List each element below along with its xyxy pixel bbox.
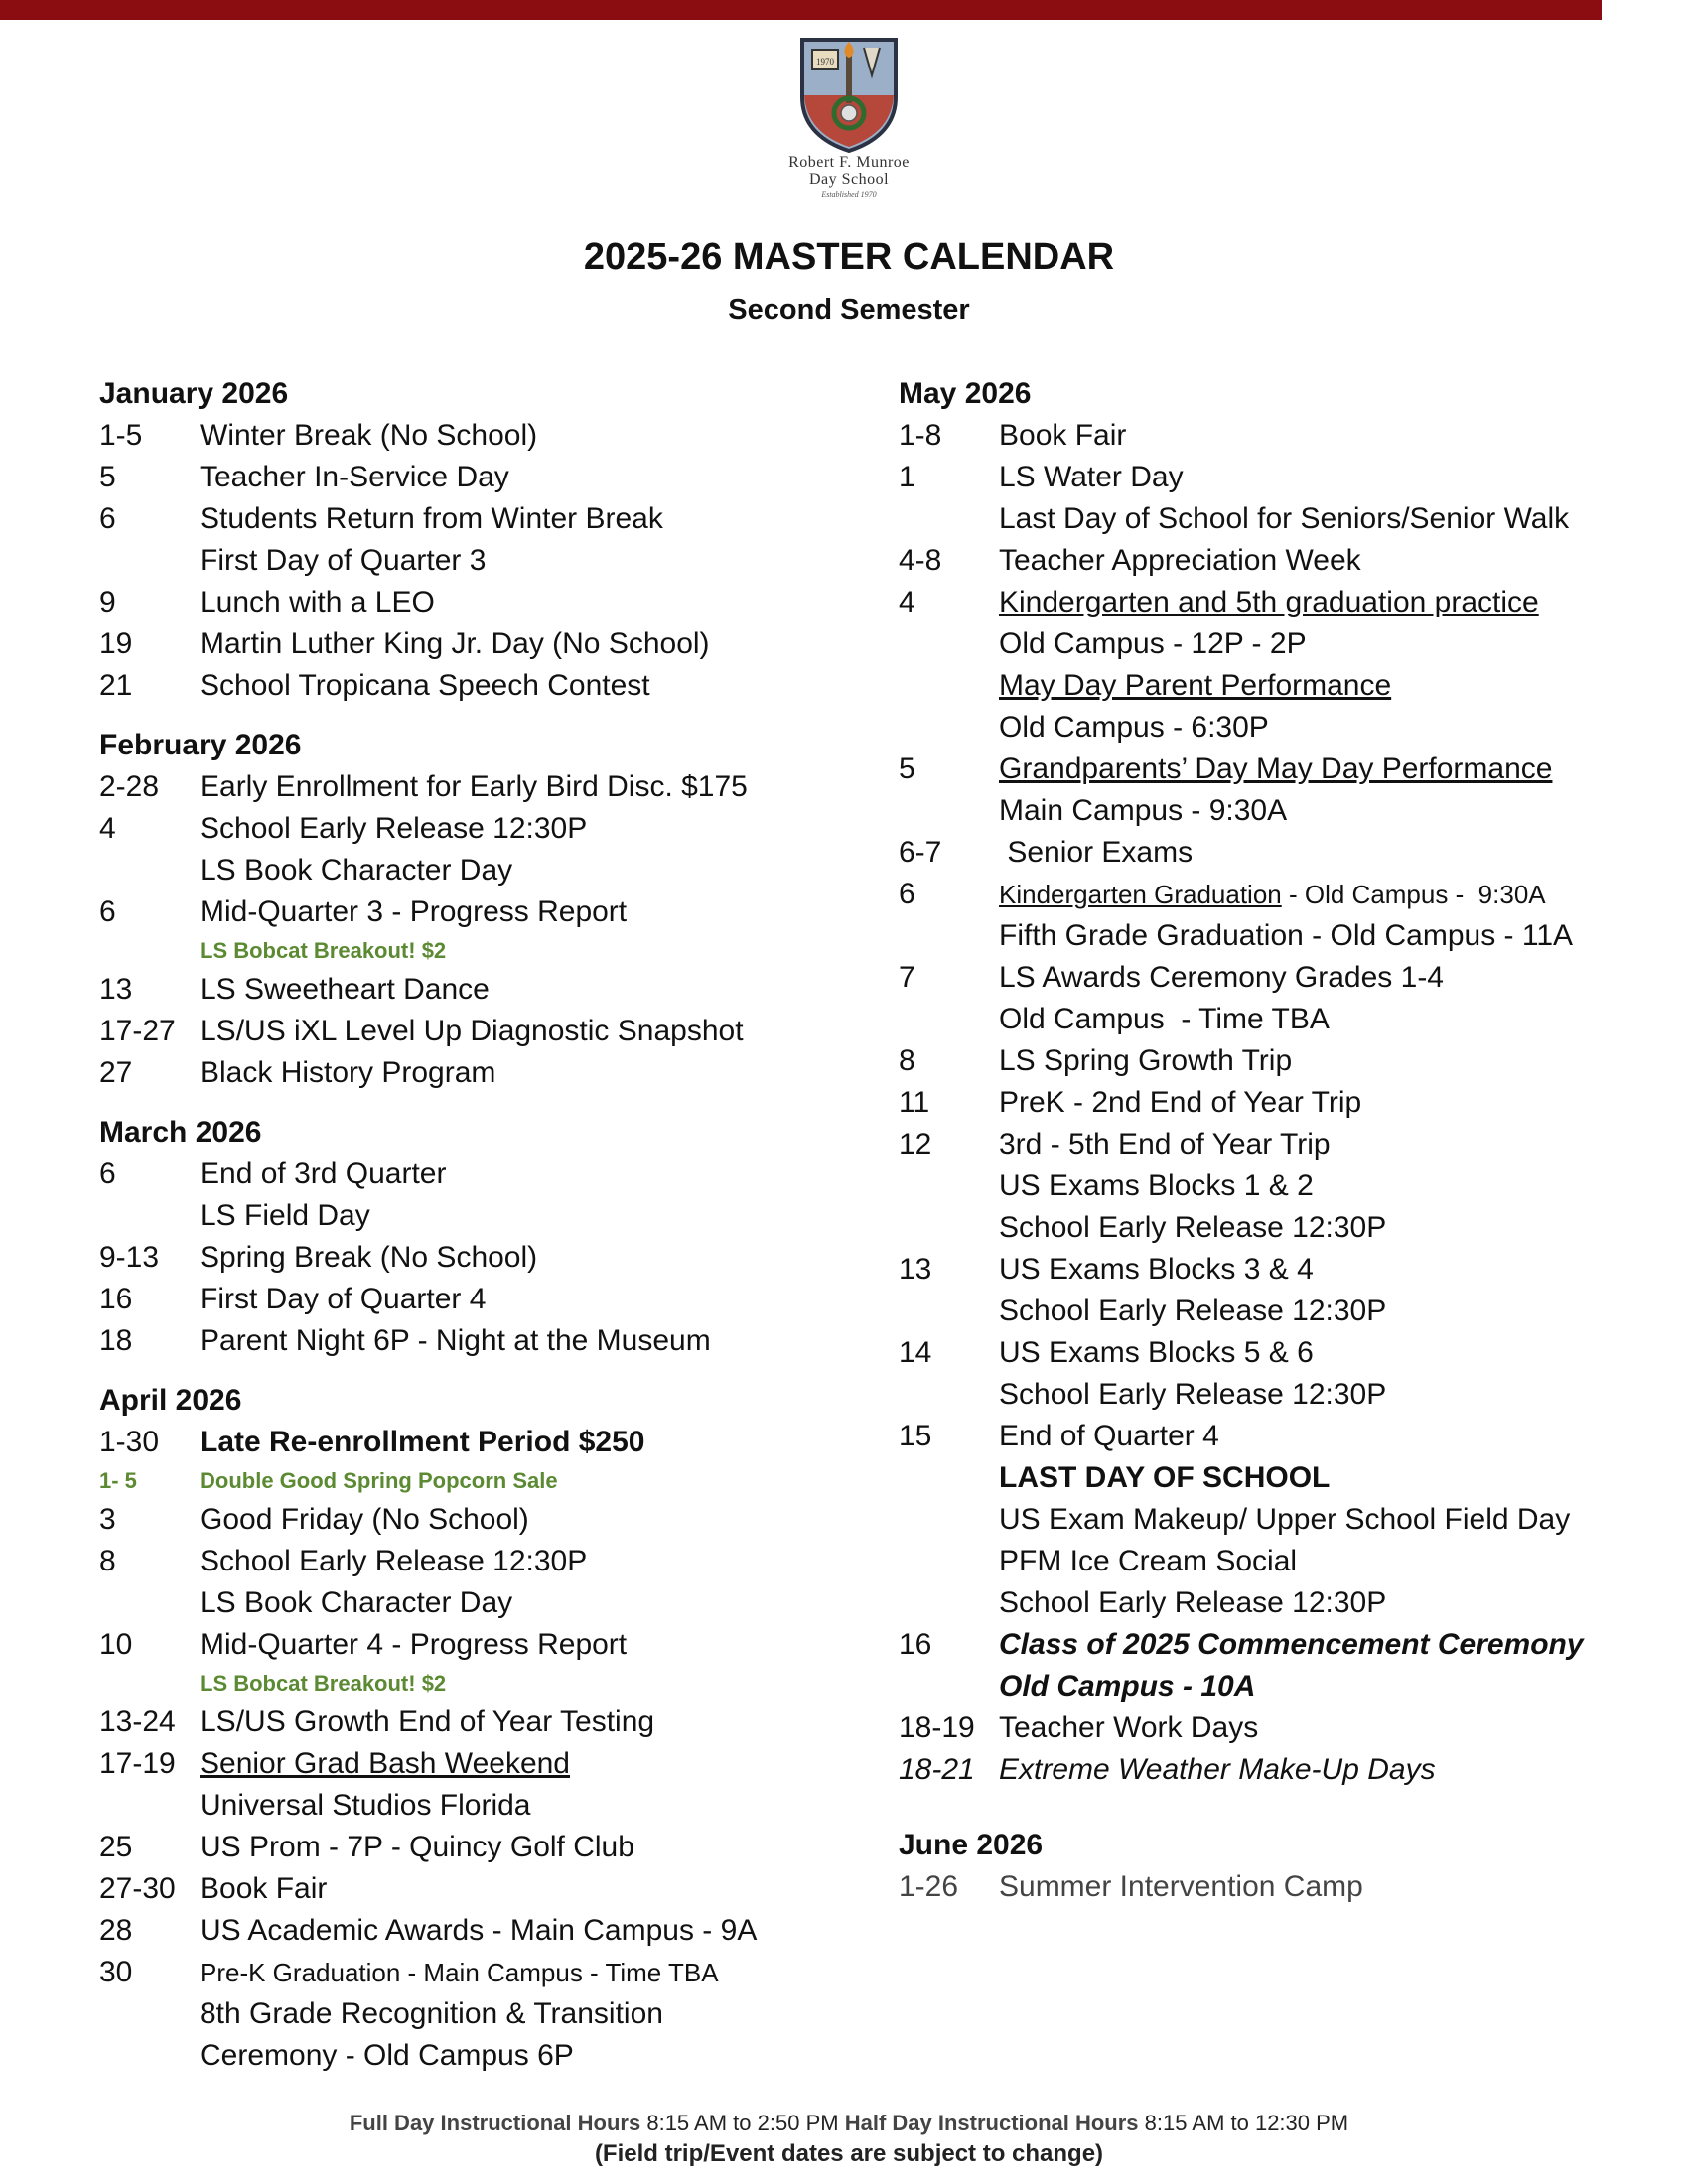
- event-text: PFM Ice Cream Social: [999, 1545, 1298, 1577]
- month-heading: April 2026: [99, 1384, 242, 1417]
- event-date: 1-26: [899, 1870, 959, 1903]
- event-date: 16: [99, 1283, 133, 1315]
- event-row: [899, 1082, 1673, 1124]
- event-text: Martin Luther King Jr. Day (No School): [200, 627, 710, 660]
- event-text: Teacher In-Service Day: [200, 461, 509, 493]
- school-crest-icon: [796, 36, 902, 153]
- event-date: [899, 1207, 999, 1249]
- event-row: [899, 999, 1673, 1040]
- event-date: 11: [899, 1086, 930, 1119]
- event-text: First Day of Quarter 3: [200, 544, 487, 577]
- event-text: Mid-Quarter 3 - Progress Report: [200, 895, 628, 928]
- event-date: 9-13: [99, 1241, 160, 1274]
- event-date: 9: [99, 586, 116, 618]
- event-date: 17-27: [99, 1015, 176, 1047]
- event-date: 1: [899, 461, 915, 493]
- school-name-line1: Robert F. Munroe: [788, 154, 910, 171]
- event-text: Class of 2025 Commencement Ceremony: [999, 1628, 1584, 1661]
- event-date: [899, 1499, 999, 1541]
- event-text: Students Return from Winter Break: [200, 502, 663, 535]
- event-date: 13: [899, 1253, 932, 1286]
- event-row: [899, 1624, 1673, 1666]
- event-row: [99, 850, 894, 891]
- event-row-highlight: [99, 1463, 894, 1499]
- event-row: [899, 1416, 1673, 1457]
- event-row: [99, 1279, 894, 1320]
- event-date: 8: [99, 1545, 116, 1577]
- event-date: [99, 933, 200, 969]
- event-row: [899, 915, 1673, 957]
- event-date: [899, 1374, 999, 1416]
- event-row: [99, 1868, 894, 1910]
- event-text: Good Friday (No School): [200, 1503, 529, 1536]
- event-row: [99, 1195, 894, 1237]
- event-text: Old Campus - 12P - 2P: [999, 627, 1307, 660]
- event-text: Last Day of School for Seniors/Senior Walk: [999, 502, 1570, 535]
- event-date: [899, 915, 999, 957]
- event-row: [99, 969, 894, 1011]
- event-row: [899, 498, 1673, 540]
- event-text: Universal Studios Florida: [200, 1789, 531, 1822]
- event-date: 13: [99, 973, 133, 1006]
- school-name-line2: Day School: [808, 170, 890, 188]
- event-date: 1-8: [899, 419, 942, 452]
- event-row: [899, 1040, 1673, 1082]
- event-text: LS Water Day: [999, 461, 1184, 493]
- event-text: US Exam Makeup/ Upper School Field Day: [999, 1503, 1571, 1536]
- event-date: 27: [99, 1056, 133, 1089]
- event-date: [99, 1993, 200, 2035]
- event-text: LS Field Day: [200, 1199, 370, 1232]
- event-date: [99, 540, 200, 582]
- event-date: 6: [99, 895, 116, 928]
- event-row: [899, 749, 1673, 790]
- event-text: LS Spring Growth Trip: [999, 1044, 1293, 1077]
- top-accent-bar: [0, 0, 1602, 20]
- event-row: [899, 1374, 1673, 1416]
- event-row: [99, 582, 894, 623]
- event-text: Late Re-enrollment Period $250: [200, 1426, 645, 1458]
- event-date: 6: [99, 502, 116, 535]
- event-date: 3: [99, 1503, 116, 1536]
- event-text: Senior Grad Bash Weekend: [200, 1747, 570, 1780]
- page-title: 2025-26 MASTER CALENDAR: [583, 236, 1115, 278]
- event-date: [899, 1457, 999, 1499]
- event-text: US Exams Blocks 1 & 2: [999, 1169, 1314, 1202]
- event-row: [899, 1541, 1673, 1582]
- half-day-hours: 8:15 AM to 12:30 PM: [1144, 2111, 1349, 2135]
- event-date: [899, 1165, 999, 1207]
- event-row: [899, 707, 1673, 749]
- event-text: PreK - 2nd End of Year Trip: [999, 1086, 1362, 1119]
- right-column: [899, 373, 1673, 1908]
- event-date: 4-8: [899, 544, 942, 577]
- event-text: Teacher Work Days: [999, 1711, 1259, 1744]
- event-date: 28: [99, 1914, 133, 1947]
- event-text: 3rd - 5th End of Year Trip: [999, 1128, 1331, 1160]
- event-row: [899, 1499, 1673, 1541]
- event-text: School Tropicana Speech Contest: [200, 669, 650, 702]
- event-row: [99, 457, 894, 498]
- event-row: [99, 498, 894, 540]
- event-text: Pre-K Graduation - Main Campus - Time TBA: [200, 1958, 719, 1987]
- event-text-underlined: Kindergarten Graduation: [999, 880, 1282, 909]
- event-text: LS Book Character Day: [200, 1586, 513, 1619]
- event-date: 8: [899, 1044, 915, 1077]
- event-date: [99, 1582, 200, 1624]
- event-date: [99, 1785, 200, 1827]
- event-date: 30: [99, 1956, 133, 1988]
- event-row: [99, 1785, 894, 1827]
- event-row: [99, 2035, 894, 2077]
- event-row: [899, 1207, 1673, 1249]
- event-row: [99, 1422, 894, 1463]
- month-heading: January 2026: [99, 377, 289, 410]
- event-row: [899, 1291, 1673, 1332]
- event-row: [899, 1332, 1673, 1374]
- event-text: Book Fair: [999, 419, 1127, 452]
- event-text: End of Quarter 4: [999, 1420, 1219, 1452]
- event-text: End of 3rd Quarter: [200, 1158, 447, 1190]
- event-text: Summer Intervention Camp: [999, 1870, 1363, 1903]
- event-text: LAST DAY OF SCHOOL: [999, 1461, 1331, 1494]
- event-row: [899, 1124, 1673, 1165]
- event-text: School Early Release 12:30P: [999, 1295, 1387, 1327]
- full-day-label: Full Day Instructional Hours: [349, 2111, 641, 2135]
- event-row: [99, 1499, 894, 1541]
- event-row: [899, 582, 1673, 623]
- event-row: [99, 1154, 894, 1195]
- event-text: Book Fair: [200, 1872, 328, 1905]
- event-text: First Day of Quarter 4: [200, 1283, 487, 1315]
- event-row: [899, 1749, 1673, 1791]
- event-text: School Early Release 12:30P: [999, 1211, 1387, 1244]
- event-text: Old Campus - Time TBA: [999, 1003, 1330, 1035]
- month-heading: March 2026: [99, 1116, 262, 1149]
- event-text: LS Bobcat Breakout! $2: [200, 938, 447, 963]
- event-date: 21: [99, 669, 133, 702]
- event-row: [99, 623, 894, 665]
- event-date: [899, 623, 999, 665]
- event-text: LS Bobcat Breakout! $2: [200, 1671, 447, 1696]
- instructional-hours: [0, 2111, 1688, 2136]
- event-text: LS Awards Ceremony Grades 1-4: [999, 961, 1444, 994]
- event-text: US Academic Awards - Main Campus - 9A: [200, 1914, 758, 1947]
- event-text: Black History Program: [200, 1056, 496, 1089]
- event-date: 25: [99, 1831, 133, 1863]
- event-text: School Early Release 12:30P: [999, 1378, 1387, 1411]
- half-day-label: Half Day Instructional Hours: [844, 2111, 1139, 2135]
- event-row: [899, 874, 1673, 915]
- event-text: 8th Grade Recognition & Transition: [200, 1997, 663, 2030]
- event-row: [99, 1582, 894, 1624]
- event-date: 4: [899, 586, 915, 618]
- event-text: Parent Night 6P - Night at the Museum: [200, 1324, 711, 1357]
- event-text: Senior Exams: [999, 836, 1194, 869]
- event-date: [99, 1195, 200, 1237]
- event-text: Winter Break (No School): [200, 419, 538, 452]
- event-row: [899, 1582, 1673, 1624]
- event-row: [899, 1666, 1673, 1707]
- event-text: Old Campus - 10A: [999, 1670, 1256, 1703]
- event-row: [99, 808, 894, 850]
- event-row-highlight: [99, 933, 894, 969]
- event-date: [899, 1541, 999, 1582]
- event-date: 14: [899, 1336, 932, 1369]
- school-established: Established 1970: [821, 189, 877, 199]
- left-column: [99, 373, 894, 2077]
- event-date: [899, 1291, 999, 1332]
- event-row: [899, 623, 1673, 665]
- event-date: [99, 2035, 200, 2077]
- event-text: Double Good Spring Popcorn Sale: [200, 1468, 558, 1493]
- event-date: 2-28: [99, 770, 160, 803]
- event-date: 10: [99, 1628, 133, 1661]
- event-text: Old Campus - 6:30P: [999, 711, 1269, 744]
- event-date: 15: [899, 1420, 932, 1452]
- event-text: Early Enrollment for Early Bird Disc. $175: [200, 770, 748, 803]
- event-row: [899, 1457, 1673, 1499]
- event-date: 6: [899, 878, 915, 910]
- event-date: 6: [99, 1158, 116, 1190]
- school-logo: [735, 36, 963, 214]
- event-row: [899, 415, 1673, 457]
- event-text: School Early Release 12:30P: [200, 1545, 588, 1577]
- full-day-hours: 8:15 AM to 2:50 PM: [646, 2111, 839, 2135]
- event-text: US Exams Blocks 5 & 6: [999, 1336, 1314, 1369]
- event-row: [99, 766, 894, 808]
- event-date: 1-30: [99, 1426, 160, 1458]
- event-row: [99, 1827, 894, 1868]
- month-heading: May 2026: [899, 377, 1032, 410]
- event-row: [899, 1165, 1673, 1207]
- event-row: [899, 790, 1673, 832]
- event-date: [899, 999, 999, 1040]
- event-date: 12: [899, 1128, 932, 1160]
- event-text: LS/US Growth End of Year Testing: [200, 1706, 655, 1738]
- event-text: Kindergarten and 5th graduation practice: [999, 586, 1539, 618]
- event-row: [899, 665, 1673, 707]
- month-heading: June 2026: [899, 1829, 1044, 1861]
- event-text: US Exams Blocks 3 & 4: [999, 1253, 1314, 1286]
- event-row: [99, 891, 894, 933]
- event-row: [899, 832, 1673, 874]
- event-row: [99, 1052, 894, 1094]
- event-date: 13-24: [99, 1706, 176, 1738]
- event-text: LS/US iXL Level Up Diagnostic Snapshot: [200, 1015, 744, 1047]
- event-date: 1- 5: [99, 1468, 137, 1493]
- event-row: [899, 957, 1673, 999]
- event-date: 18-21: [899, 1753, 975, 1786]
- event-date: [99, 850, 200, 891]
- event-row: [899, 540, 1673, 582]
- event-row: [99, 415, 894, 457]
- event-row: [99, 1011, 894, 1052]
- event-text: Grandparents’ Day May Day Performance: [999, 752, 1553, 785]
- event-text: Fifth Grade Graduation - Old Campus - 11A: [999, 919, 1574, 952]
- event-row: [99, 1624, 894, 1666]
- event-row: [899, 1707, 1673, 1749]
- event-text: Extreme Weather Make-Up Days: [999, 1753, 1436, 1786]
- event-date: [899, 1582, 999, 1624]
- event-date: 5: [99, 461, 116, 493]
- event-row: [99, 1910, 894, 1952]
- event-row-highlight: [99, 1666, 894, 1702]
- event-text: Spring Break (No School): [200, 1241, 538, 1274]
- event-text: Main Campus - 9:30A: [999, 794, 1288, 827]
- event-date: 1-5: [99, 419, 143, 452]
- event-date: 17-19: [99, 1747, 176, 1780]
- event-text: Teacher Appreciation Week: [999, 544, 1361, 577]
- event-date: 27-30: [99, 1872, 176, 1905]
- event-row: [99, 1743, 894, 1785]
- event-date: 7: [899, 961, 915, 994]
- event-row: [99, 540, 894, 582]
- event-row: [99, 1237, 894, 1279]
- event-text: [999, 874, 1673, 915]
- event-row: [899, 1866, 1673, 1908]
- event-text: Ceremony - Old Campus 6P: [200, 2039, 574, 2072]
- event-text: Mid-Quarter 4 - Progress Report: [200, 1628, 628, 1661]
- event-date: 18: [99, 1324, 133, 1357]
- event-row: [99, 1541, 894, 1582]
- event-date: [899, 790, 999, 832]
- event-date: 5: [899, 752, 915, 785]
- event-text: School Early Release 12:30P: [200, 812, 588, 845]
- event-row: [899, 1249, 1673, 1291]
- event-text: Lunch with a LEO: [200, 586, 435, 618]
- event-date: 18-19: [899, 1711, 975, 1744]
- month-heading: February 2026: [99, 729, 302, 761]
- event-row: [99, 1993, 894, 2035]
- event-date: [899, 1666, 999, 1707]
- event-date: [99, 1666, 200, 1702]
- event-date: [899, 665, 999, 707]
- event-date: 19: [99, 627, 133, 660]
- event-row: [99, 1320, 894, 1362]
- event-date: [899, 707, 999, 749]
- page-subtitle: Second Semester: [728, 294, 970, 326]
- event-row: [99, 665, 894, 707]
- event-date: 6-7: [899, 836, 942, 869]
- event-text: School Early Release 12:30P: [999, 1586, 1387, 1619]
- event-text: US Prom - 7P - Quincy Golf Club: [200, 1831, 634, 1863]
- event-row: [99, 1952, 894, 1993]
- event-text: LS Book Character Day: [200, 854, 513, 887]
- event-row: [99, 1702, 894, 1743]
- event-date: 16: [899, 1628, 932, 1661]
- event-text: LS Sweetheart Dance: [200, 973, 490, 1006]
- event-text: May Day Parent Performance: [999, 669, 1392, 702]
- event-text-rest: - Old Campus - 9:30A: [1281, 880, 1546, 909]
- event-row: [899, 457, 1673, 498]
- crest-year: 1970: [816, 57, 834, 67]
- event-date: 4: [99, 812, 116, 845]
- event-date: [899, 498, 999, 540]
- disclaimer-note: (Field trip/Event dates are subject to change): [594, 2140, 1104, 2167]
